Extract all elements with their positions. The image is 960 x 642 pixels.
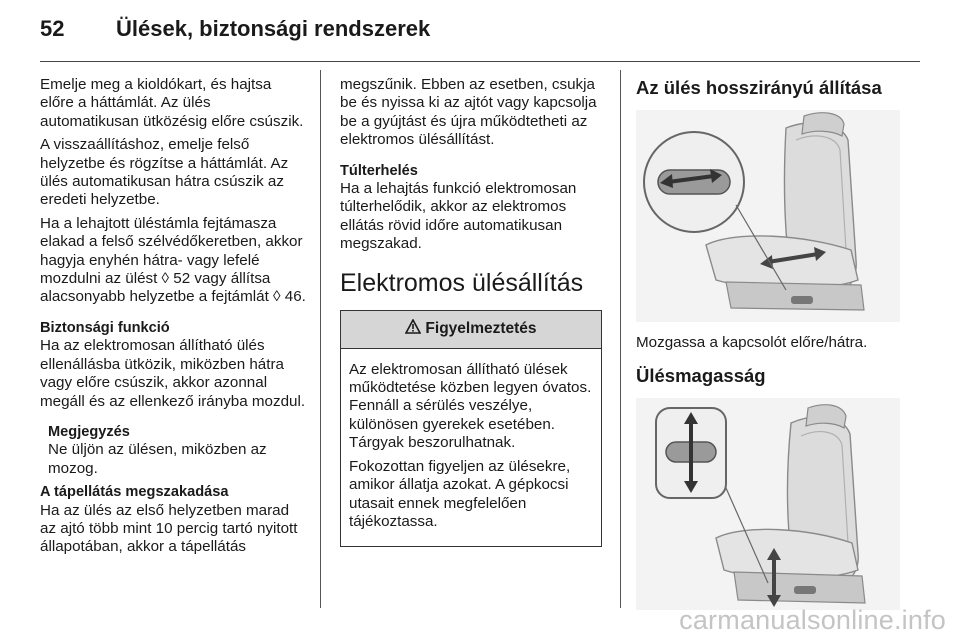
column-2 xyxy=(340,76,602,547)
page-number: 52 xyxy=(40,16,65,41)
heading-seat-height: Ülésmagasság xyxy=(636,365,766,387)
warning-paragraph-2: Fokozottan figyeljen az ülésekre, amikor állatja azokat. A gépkocsi utasait ennek megfelelően tájékoztassa. xyxy=(349,457,571,530)
paragraph-headrest: Ha a lehajtott üléstámla fejtámasza elakad a felső szélvédőkeretben, akkor hagyja enyhén hátra- vagy lefelé mozdulni az ülést ◊ 52 vagy állítsa alacsonyabb helyzetbe a fejtámlát ◊ 46. xyxy=(40,214,306,306)
page-header xyxy=(40,16,920,56)
section-heading-power-seat: Elektromos ülésállítás xyxy=(340,268,584,297)
column-divider-2 xyxy=(620,70,621,608)
overload-heading: Túlterhelés xyxy=(340,162,418,179)
note-text: Ne üljön az ülésen, miközben az mozog. xyxy=(48,441,267,477)
caption-longitudinal: Mozgassa a kapcsolót előre/hátra. xyxy=(636,334,868,351)
warning-box xyxy=(340,310,602,548)
warning-triangle-icon xyxy=(405,319,421,339)
safety-function-heading: Biztonsági funkció xyxy=(40,319,170,336)
page-title: Ülések, biztonsági rendszerek xyxy=(116,16,431,41)
column-divider-1 xyxy=(320,70,321,608)
warning-header xyxy=(341,311,601,349)
power-interruption-text: Ha az ülés az első helyzetben marad az ajtó több mint 10 percig tartó nyitott állapotában, akkor a tápellátás xyxy=(40,501,298,556)
power-interruption-continued: megszűnik. Ebben az esetben, csukja be és nyissa ki az ajtót vagy kapcsolja be a gyújtást és újra működtetheti az elektromos ülésállítást. xyxy=(340,76,597,149)
heading-longitudinal-adjustment: Az ülés hosszirányú állítása xyxy=(636,77,882,98)
column-1 xyxy=(40,76,306,562)
column-3 xyxy=(636,76,906,610)
warning-paragraph-1: Az elektromosan állítható ülések működtetése közben legyen óvatos. Fennáll a sérülés veszélye, különösen gyerekek esetében. Tárgyak beszorulhatnak. xyxy=(349,360,592,452)
paragraph-fold-seat: Emelje meg a kioldókart, és hajtsa előre a háttámlát. Az ülés automatikusan ütközésig előre csúszik. xyxy=(40,76,304,130)
watermark: carmanualsonline.info xyxy=(679,605,946,635)
power-interruption-heading: A tápellátás megszakadása xyxy=(40,484,229,501)
note-block xyxy=(40,423,306,478)
warning-title: Figyelmeztetés xyxy=(425,319,537,337)
note-heading: Megjegyzés xyxy=(48,423,130,440)
seat-longitudinal-illustration xyxy=(636,110,900,322)
overload-text: Ha a lehajtás funkció elektromosan túlterhelődik, akkor az elektromos ellátás rövid időre automatikusan megszakad. xyxy=(340,180,577,253)
safety-function-text: Ha az elektromosan állítható ülés ellenállásba ütközik, miközben hátra vagy előre csúszik, akkor azonnal megáll és az ellenkező irányba mozdul. xyxy=(40,337,306,410)
paragraph-reset-seat: A visszaállításhoz, emelje felső helyzetbe és rögzítse a háttámlát. Az ülés automatikusan hátra csúszik az eredeti helyzetbe. xyxy=(40,136,289,209)
warning-body xyxy=(341,349,601,547)
header-divider xyxy=(40,61,920,62)
seat-height-illustration xyxy=(636,398,900,610)
